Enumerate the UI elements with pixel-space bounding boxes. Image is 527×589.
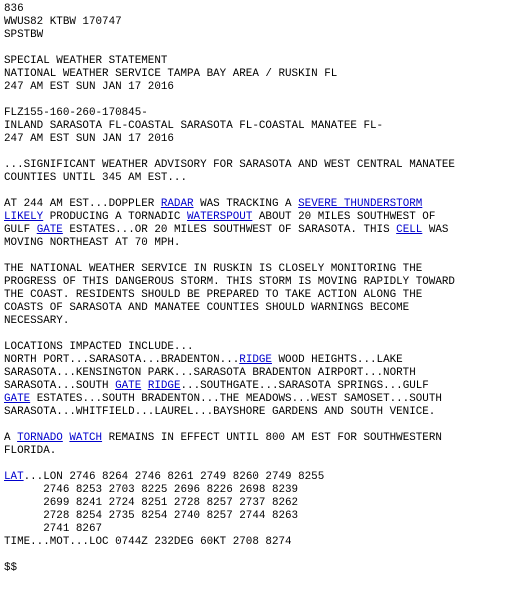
gate-link[interactable]: GATE <box>115 380 142 392</box>
issue-time: 247 AM EST SUN JAN 17 2016 <box>4 81 174 93</box>
monitoring-line: THE COAST. RESIDENTS SHOULD BE PREPARED TO TAKE ACTION ALONG THE <box>4 289 423 301</box>
tornado-watch-line: FLORIDA. <box>4 445 57 457</box>
gate-link[interactable]: GATE <box>4 393 31 405</box>
blank-line <box>4 549 527 562</box>
zone-codes: FLZ155-160-260-170845- <box>4 107 148 119</box>
coordinates-line: 2728 8254 2735 8254 2740 8257 2744 8263 <box>4 510 299 522</box>
end-marker: $$ <box>4 562 18 574</box>
issuing-office: NATIONAL WEATHER SERVICE TAMPA BAY AREA / RUSKIN FL <box>4 68 338 80</box>
header-line: WWUS82 KTBW 170747 <box>4 16 122 28</box>
blank-line <box>4 185 527 198</box>
locations-line: NORTH PORT...SARASOTA...BRADENTON...RIDGE WOOD HEIGHTS...LAKE <box>4 354 403 366</box>
time-mot-loc: TIME...MOT...LOC 0744Z 232DEG 60KT 2708 8274 <box>4 536 292 548</box>
advisory-headline: COUNTIES UNTIL 345 AM EST... <box>4 172 187 184</box>
header-line: SPSTBW <box>4 29 44 41</box>
likely-link[interactable]: LIKELY <box>4 211 44 223</box>
monitoring-line: PROGRESS OF THIS DANGEROUS STORM. THIS STORM IS MOVING RAPIDLY TOWARD <box>4 276 455 288</box>
coordinates-line: LAT...LON 2746 8264 2746 8261 2749 8260 2749 8255 <box>4 471 325 483</box>
blank-line <box>4 458 527 471</box>
header-line: 836 <box>4 3 24 15</box>
blank-line <box>4 146 527 159</box>
cell-link[interactable]: CELL <box>396 224 423 236</box>
severe-thunderstorm-link[interactable]: SEVERE THUNDERSTORM <box>298 198 423 210</box>
waterspout-link[interactable]: WATERSPOUT <box>187 211 253 223</box>
blank-line <box>4 250 527 263</box>
monitoring-line: NECESSARY. <box>4 315 70 327</box>
locations-line: GATE ESTATES...SOUTH BRADENTON...THE MEADOWS...WEST SAMOSET...SOUTH <box>4 393 442 405</box>
report-line: MOVING NORTHEAST AT 70 MPH. <box>4 237 181 249</box>
gate-link[interactable]: GATE <box>36 224 63 236</box>
tornado-watch-line: A TORNADO WATCH REMAINS IN EFFECT UNTIL 800 AM EST FOR SOUTHWESTERN <box>4 432 442 444</box>
monitoring-line: THE NATIONAL WEATHER SERVICE IN RUSKIN IS CLOSELY MONITORING THE <box>4 263 423 275</box>
coordinates-line: 2741 8267 <box>4 523 103 535</box>
report-line: GULF GATE ESTATES...OR 20 MILES SOUTHWEST OF SARASOTA. THIS CELL WAS <box>4 224 449 236</box>
locations-line: SARASOTA...KENSINGTON PARK...SARASOTA BRADENTON AIRPORT...NORTH <box>4 367 416 379</box>
watch-link[interactable]: WATCH <box>69 432 103 444</box>
report-line: LIKELY PRODUCING A TORNADIC WATERSPOUT ABOUT 20 MILES SOUTHWEST OF <box>4 211 436 223</box>
radar-link[interactable]: RADAR <box>160 198 194 210</box>
ridge-link[interactable]: RIDGE <box>147 380 181 392</box>
locations-line: SARASOTA...WHITFIELD...LAUREL...BAYSHORE GARDENS AND SOUTH VENICE. <box>4 406 436 418</box>
locations-heading: LOCATIONS IMPACTED INCLUDE... <box>4 341 194 353</box>
zone-time: 247 AM EST SUN JAN 17 2016 <box>4 133 174 145</box>
zone-names: INLAND SARASOTA FL-COASTAL SARASOTA FL-COASTAL MANATEE FL- <box>4 120 384 132</box>
monitoring-line: COASTS OF SARASOTA AND MANATEE COUNTIES SHOULD WARNINGS BECOME <box>4 302 410 314</box>
tornado-link[interactable]: TORNADO <box>17 432 63 444</box>
blank-line <box>4 94 527 107</box>
report-line: AT 244 AM EST...DOPPLER RADAR WAS TRACKING A SEVERE THUNDERSTORM <box>4 198 423 210</box>
locations-line: SARASOTA...SOUTH GATE RIDGE...SOUTHGATE...SARASOTA SPRINGS...GULF <box>4 380 429 392</box>
coordinates-line: 2699 8241 2724 8251 2728 8257 2737 8262 <box>4 497 299 509</box>
blank-line <box>4 328 527 341</box>
statement-title: SPECIAL WEATHER STATEMENT <box>4 55 168 67</box>
advisory-headline: ...SIGNIFICANT WEATHER ADVISORY FOR SARASOTA AND WEST CENTRAL MANATEE <box>4 159 455 171</box>
ridge-link[interactable]: RIDGE <box>239 354 272 366</box>
lat-link[interactable]: LAT <box>4 471 24 483</box>
blank-line <box>4 42 527 55</box>
coordinates-line: 2746 8253 2703 8225 2696 8226 2698 8239 <box>4 484 299 496</box>
blank-line <box>4 419 527 432</box>
